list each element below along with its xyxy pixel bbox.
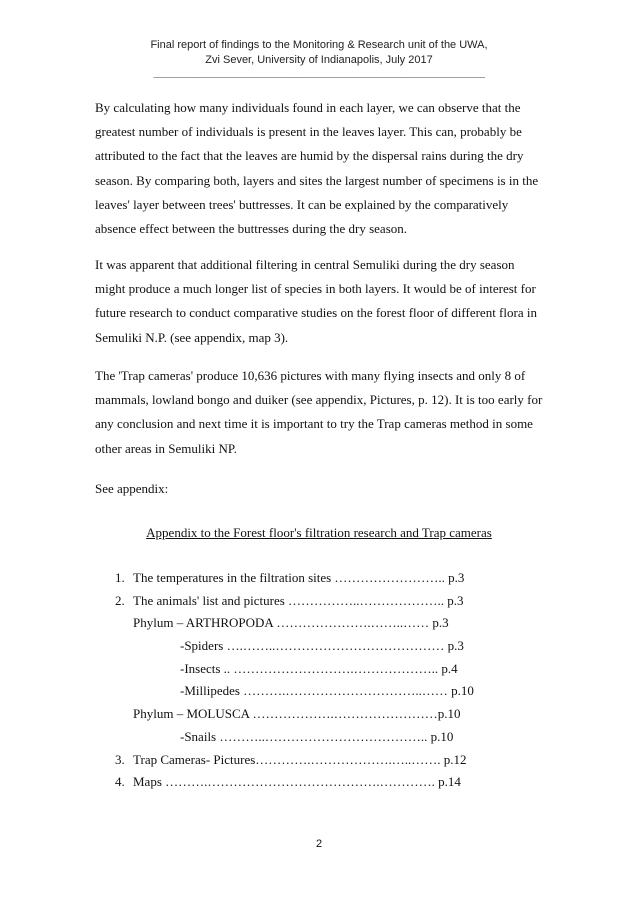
toc-item-text: -Spiders ….……..………………………………… p.3 [180, 638, 464, 654]
toc-item-text: -Millipedes ……….…………………………..…… p.10 [180, 683, 474, 699]
toc-item-number: 2. [115, 592, 125, 608]
toc-item-number: 4. [115, 774, 125, 790]
toc-item [0, 590, 638, 613]
paragraph-layers: By calculating how many individuals found in each layer, we can observe that the greatest number of individuals is present in the leaves layer. This can, probably be attributed to the fact that the leaves are humid by the dispersal rains during the dry season. By comparing both, layers and sites the largest number of specimens is in the leaves' layer between trees' buttresses. It can be explained by the comparatively absence effect between the buttresses during the dry season. [95, 100, 539, 237]
toc-item-text: -Snails ………..……………………………….. p.10 [180, 728, 454, 744]
paragraph-trap-cameras: The 'Trap cameras' produce 10,636 pictures with many flying insects and only 8 of mammals, lowland bongo and duiker (see appendix, Pictures, p. 12). It is too early for any conclusion and next time it is important to try the Trap cameras method in some other areas in Semuliki NP. [95, 368, 543, 456]
toc-item [0, 749, 638, 772]
toc-subitem [0, 658, 638, 681]
toc-subitem [0, 680, 638, 703]
toc-item-text: Phylum – ARTHROPODA ………………….……..…… p.3 [133, 615, 449, 631]
appendix-title [0, 525, 638, 541]
toc-item-text: Phylum – MOLUSCA ……………….……………………p.10 [133, 706, 461, 722]
paragraph-see-appendix: See appendix: [95, 481, 169, 496]
toc-item-text: Trap Cameras- Pictures………….……………….…..……. p.12 [133, 751, 467, 767]
paragraph-filtering: It was apparent that additional filtering in central Semuliki during the dry season might produce a much longer list of species in both layers. It would be of interest for future research to conduct comparative studies on the forest floor of different flora in Semuliki N.P. (see appendix, map 3). [95, 257, 537, 345]
toc-item-number: 3. [115, 751, 125, 767]
toc-item [0, 771, 638, 794]
page-header [0, 38, 638, 79]
toc-subitem [0, 703, 638, 726]
appendix-title-text: Appendix to the Forest floor's filtration research and Trap cameras [146, 525, 492, 540]
appendix-contents-list [0, 567, 638, 794]
page-number: 2 [315, 838, 323, 850]
toc-item-number: 1. [115, 570, 125, 585]
toc-subitem [0, 635, 638, 658]
toc-subitem [0, 726, 638, 749]
toc-item-text: Maps ……….………………………………….…………. p.14 [133, 774, 461, 790]
toc-item [0, 567, 638, 590]
header-rule: ______________________________________________________________________________________ [153, 69, 485, 78]
toc-item-text: -Insects .. ……………………….……………….. p.4 [180, 660, 458, 676]
toc-item-text: The animals' list and pictures ……………..……………….. p.3 [133, 592, 464, 608]
header-line-1: Final report of findings to the Monitoring & Research unit of the UWA, [150, 39, 488, 51]
header-line-2: Zvi Sever, University of Indianapolis, July 2017 [205, 54, 433, 66]
toc-subitem [0, 612, 638, 635]
toc-item-text: The temperatures in the filtration sites …………………….. p.3 [133, 570, 465, 585]
